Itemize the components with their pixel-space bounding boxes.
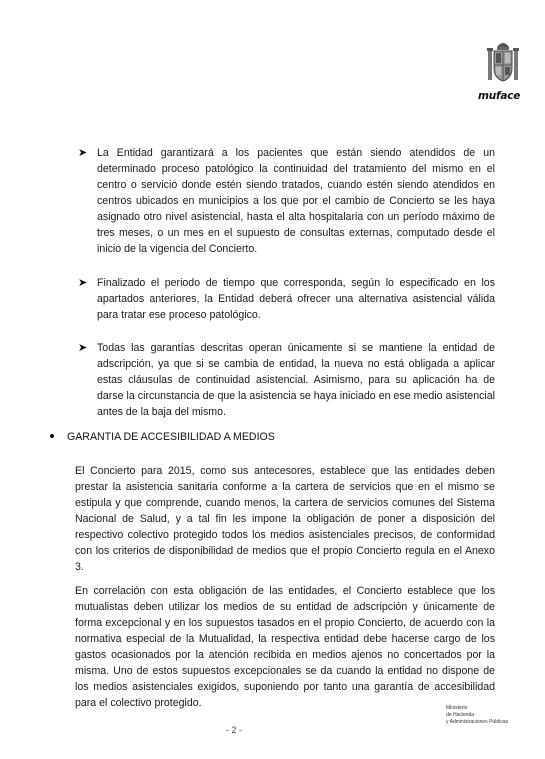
page-number: - 2 -	[226, 725, 243, 735]
section-bullet-dot	[50, 434, 54, 438]
bullet-paragraph-1: La Entidad garantizará a los pacientes que están siendo atendidos de un determinado proceso patológico la continuidad del tratamiento del mismo en el centro o servicio donde estén siendo tratados, cuando estén siendo atendidos en centros ubicados en municipios a los que por el cambio de Concierto se les haya asignado otro nivel asistencial, hasta el alta hospitalaria con un período máximo de tres meses, o un mes en el supuesto de consultas externas, computado desde el inicio de la vigencia del Concierto.	[97, 147, 495, 255]
ministry-footer-note	[446, 705, 508, 726]
muface-logo: muface	[478, 90, 521, 102]
ministry-line: de Hacienda	[446, 712, 475, 718]
ministry-line: y Administraciones Públicas	[446, 719, 508, 725]
section-heading: GARANTIA DE ACCESIBILIDAD A MEDIOS	[67, 431, 275, 443]
section-paragraph-1: El Concierto para 2015, como sus antecesores, establece que las entidades deben prestar la asistencia sanitaria conforme a la cartera de servicios que en el mismo se estipula y que comprende, cuando menos, la cartera de servicios comunes del Sistema Nacional de Salud, y a tal fin les impone la obligación de poner a disposición del respectivo colectivo protegido todos los medios asistenciales precisos, de conformidad con los criterios de disponibilidad de medios que el propio Concierto regula en el Anexo 3.	[75, 465, 495, 573]
section-paragraph-2: En correlación con esta obligación de las entidades, el Concierto establece que los mutualistas deben utilizar los medios de su entidad de adscripción y únicamente de forma excepcional y en los supuestos tasados en el propio Concierto, de acuerdo con la normativa especial de la Mutualidad, la respectiva entidad debe hacerse cargo de los gastos ocasionados por la atención recibida en medios ajenos no concertados por la misma. Uno de estos supuestos excepcionales se da cuando la entidad no dispone de los medios asistenciales exigidos, suponiendo por tanto una garantía de accesibilidad para el colectivo protegido.	[75, 585, 495, 709]
arrow-bullet-icon: ➤	[78, 147, 88, 159]
spain-coat-of-arms-icon	[486, 38, 520, 86]
arrow-bullet-icon: ➤	[78, 277, 88, 289]
bullet-paragraph-2: Finalizado el periodo de tiempo que corresponda, según lo especificado en los apartados anteriores, la Entidad deberá ofrecer una alternativa asistencial válida para tratar ese proceso patológico.	[97, 277, 495, 321]
arrow-bullet-icon: ➤	[78, 342, 88, 354]
bullet-paragraph-3: Todas las garantías descritas operan únicamente si se mantiene la entidad de adscripción, ya que si se cambia de entidad, la nueva no está obligada a aplicar estas cláusulas de continuidad asistencial. Asimismo, para su aplicación ha de darse la circunstancia de que la asistencia se haya iniciado en ese medio asistencial antes de la baja del mismo.	[97, 342, 495, 418]
ministry-line: Ministerio	[446, 705, 468, 711]
